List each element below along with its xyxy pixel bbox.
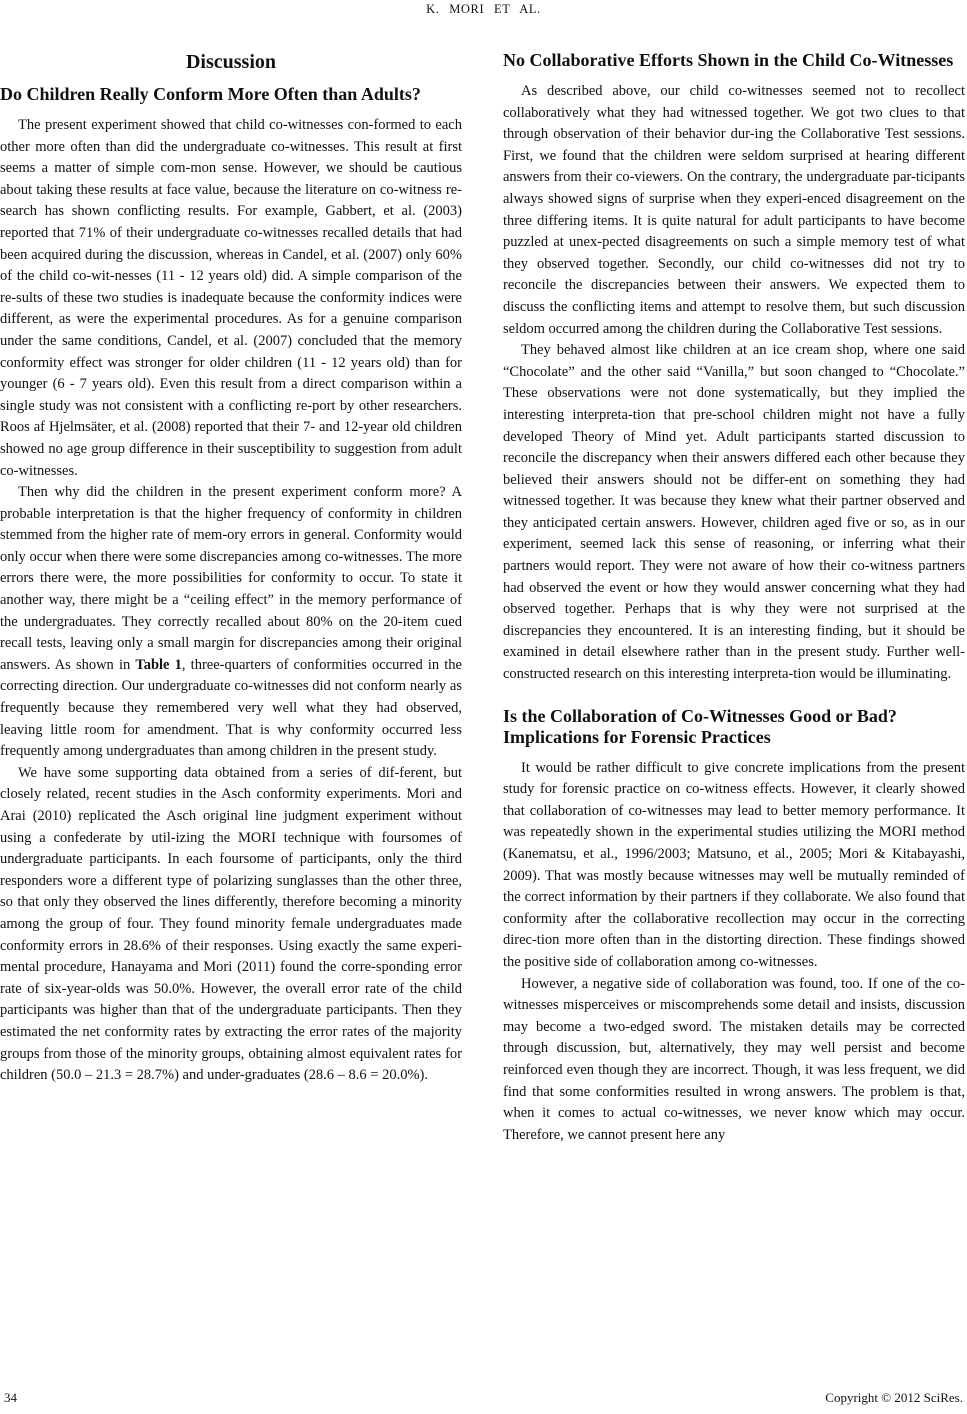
table-reference: Table 1 xyxy=(135,656,182,673)
body-paragraph: They behaved almost like children at an ice cream shop, where one said “Chocolate” and the other said “Vanilla,” but soon changed to “Chocolate.” These observations were not done systematically, but they implied the interesting interpreta-tion that pre-school children might not have a fully developed Theory of Mind yet. Adult participants started discussion to reconcile the discrepancy when their answers differed each other because they believed their answers should not be differ-ent on something they had witnessed together. It was because they knew what their partner observed and they anticipated certain answers. However, children aged five or so, as in our experiment, seemed lack this sense of reasoning, or inferring what their partners would report. They were not aware of how their co-witness partners had observed the event or how they would answer concerning what they had observed together. Perhaps that is why they were not surprised at the discrepancies they encountered. It is an interesting finding, but it should be examined in detail elsewhere rather than in the present study. Further well-constructed research on this interesting interpreta-tion would be illuminating. xyxy=(503,342,965,683)
left-column xyxy=(0,50,462,1087)
body-paragraph: However, a negative side of collaboration was found, too. If one of the co-witnesses misperceives or miscomprehends some detail and insists, discussion may become a two-edged sword. The mistaken details may be corrected through discussion, but, alternatively, they may well persist and become reinforced even though they are incorrect. Though, it was less frequent, we did find that some conformities resulted in wrong answers. The problem is that, when it comes to actual co-witnesses, we never know which may occur. Therefore, we cannot present here any xyxy=(503,975,965,1143)
body-text: , three-quarters of conformities occurred in the correcting direction. Our undergraduate co-witnesses did not conform nearly as frequently because they remembered very well what they had observed, leaving little room for amendment. That is why conformity occurred less frequently among undergraduates than among children in the present study. xyxy=(0,656,462,760)
running-head: K. MORI ET AL. xyxy=(426,2,541,16)
subheading-no-collaborative-efforts: No Collaborative Efforts Shown in the Child Co-Witnesses xyxy=(503,50,954,70)
body-paragraph: We have some supporting data obtained from a series of dif-ferent, but closely related, recent studies in the Asch conformity experiments. Mori and Arai (2010) replicated the Asch original line judgment experiment without using a confederate by util-izing the MORI technique with foursomes of undergraduate participants. In each foursome of participants, only the third responders wore a different type of polarizing sunglasses than the other three, so that only they observed the lines differently, therefore becoming a minority among the group of four. They found minority female undergraduates made conformity errors in 28.6% of their responses. Using exactly the same experi-mental procedure, Hanayama and Mori (2011) found the corre-sponding error rate of six-year-olds was 50.0%. However, the overall error rate of the child participants was higher than that of the undergraduate participants. Then they estimated the net conformity rates by extracting the error rates of the majority groups from those of the minority groups, obtaining almost equivalent rates for children (50.0 – 21.3 = 28.7%) and under-graduates (28.6 – 8.6 = 20.0%). xyxy=(0,764,462,1084)
subheading-children-conform: Do Children Really Conform More Often than Adults? xyxy=(0,84,421,104)
section-title: Discussion xyxy=(185,51,277,73)
body-text: Then why did the children in the present experiment conform more? A probable interpretation is that the higher frequency of conformity in children stemmed from the higher rate of mem-ory errors in general. Conformity would only occur when there were some discrepancies among co-witnesses. The more errors there were, the more possibilities for conformity to occur. To state it another way, there might be a “ceiling effect” in the memory performance of the undergraduates. They correctly recalled about 80% on the 20-item cued recall tests, leaving only a small margin for discrepancies among their original answers. As shown in xyxy=(0,484,462,673)
subheading-collaboration-good-or-bad: Is the Collaboration of Co-Witnesses Good or Bad? Implications for Forensic Practices xyxy=(503,705,897,747)
right-column xyxy=(503,50,965,1146)
body-paragraph: It would be rather difficult to give concrete implications from the present study for forensic practice on co-witness effects. However, it clearly showed that collaboration of co-witnesses may lead to better memory performance. It was repeatedly shown in the experimental studies utilizing the MORI method (Kanematsu, et al., 1996/2003; Matsuno, et al., 2005; Mori & Kitabayashi, 2009). That was mostly because witnesses may well be mutually reminded of the correct information by their partners if they collaborate. We also found that conformity after the collaborative recollection may occur in the correcting direc-tion more often than in the distorting direction. These findings showed the positive side of collaboration among co-witnesses. xyxy=(503,759,965,970)
page-number: 34 xyxy=(4,1390,17,1405)
body-paragraph xyxy=(0,482,462,763)
body-paragraph: As described above, our child co-witnesses seemed not to recollect collaboratively what they had witnessed together. We got two clues to that through observation of their behavior dur-ing the Collaborative Test sessions. First, we found that the children were seldom surprised at hearing different answers from their co-viewers. On the contrary, the undergraduate par-ticipants always showed signs of surprise when they experi-enced disagreement on the three differing items. It is quite natural for adult participants to have become puzzled at unex-pected disagreements on such a simple memory test of what they observed together. Secondly, our child co-witnesses did not try to reconcile the discrepancies between their answers. We expected them to discuss the conflicting items and attempt to resolve them, but such discussion seldom occurred among the children during the Collaborative Test sessions. xyxy=(503,83,965,337)
copyright-notice: Copyright © 2012 SciRes. xyxy=(825,1390,963,1405)
body-paragraph: The present experiment showed that child co-witnesses con-formed to each other more often than did the undergraduate co-witnesses. This result at first seems a matter of simple com-mon sense. However, we should be cautious about taking these results at face value, because the literature on co-witness re-search has shown conflicting results. For example, Gabbert, et al. (2003) reported that 71% of their undergraduate co-witnesses recalled details that had been acquired during the discussion, whereas in Candel, et al. (2007) only 60% of the child co-wit-nesses (11 - 12 years old) did. A simple comparison of the re-sults of these two studies is inadequate because the conformity indices were different, as were the experimental procedures. As for a genuine comparison under the same conditions, Candel, et al. (2007) concluded that the memory conformity effect was stronger for older children (11 - 12 years old) than for younger (6 - 7 years old). Even this result from a direct comparison within a single study was not consistent with a conflicting re-port by other researchers. Roos af Hjelmsäter, et al. (2008) reported that their 7- and 12-year old children showed no age group difference in their susceptibility to suggestion from adult co-witnesses. xyxy=(0,117,462,479)
